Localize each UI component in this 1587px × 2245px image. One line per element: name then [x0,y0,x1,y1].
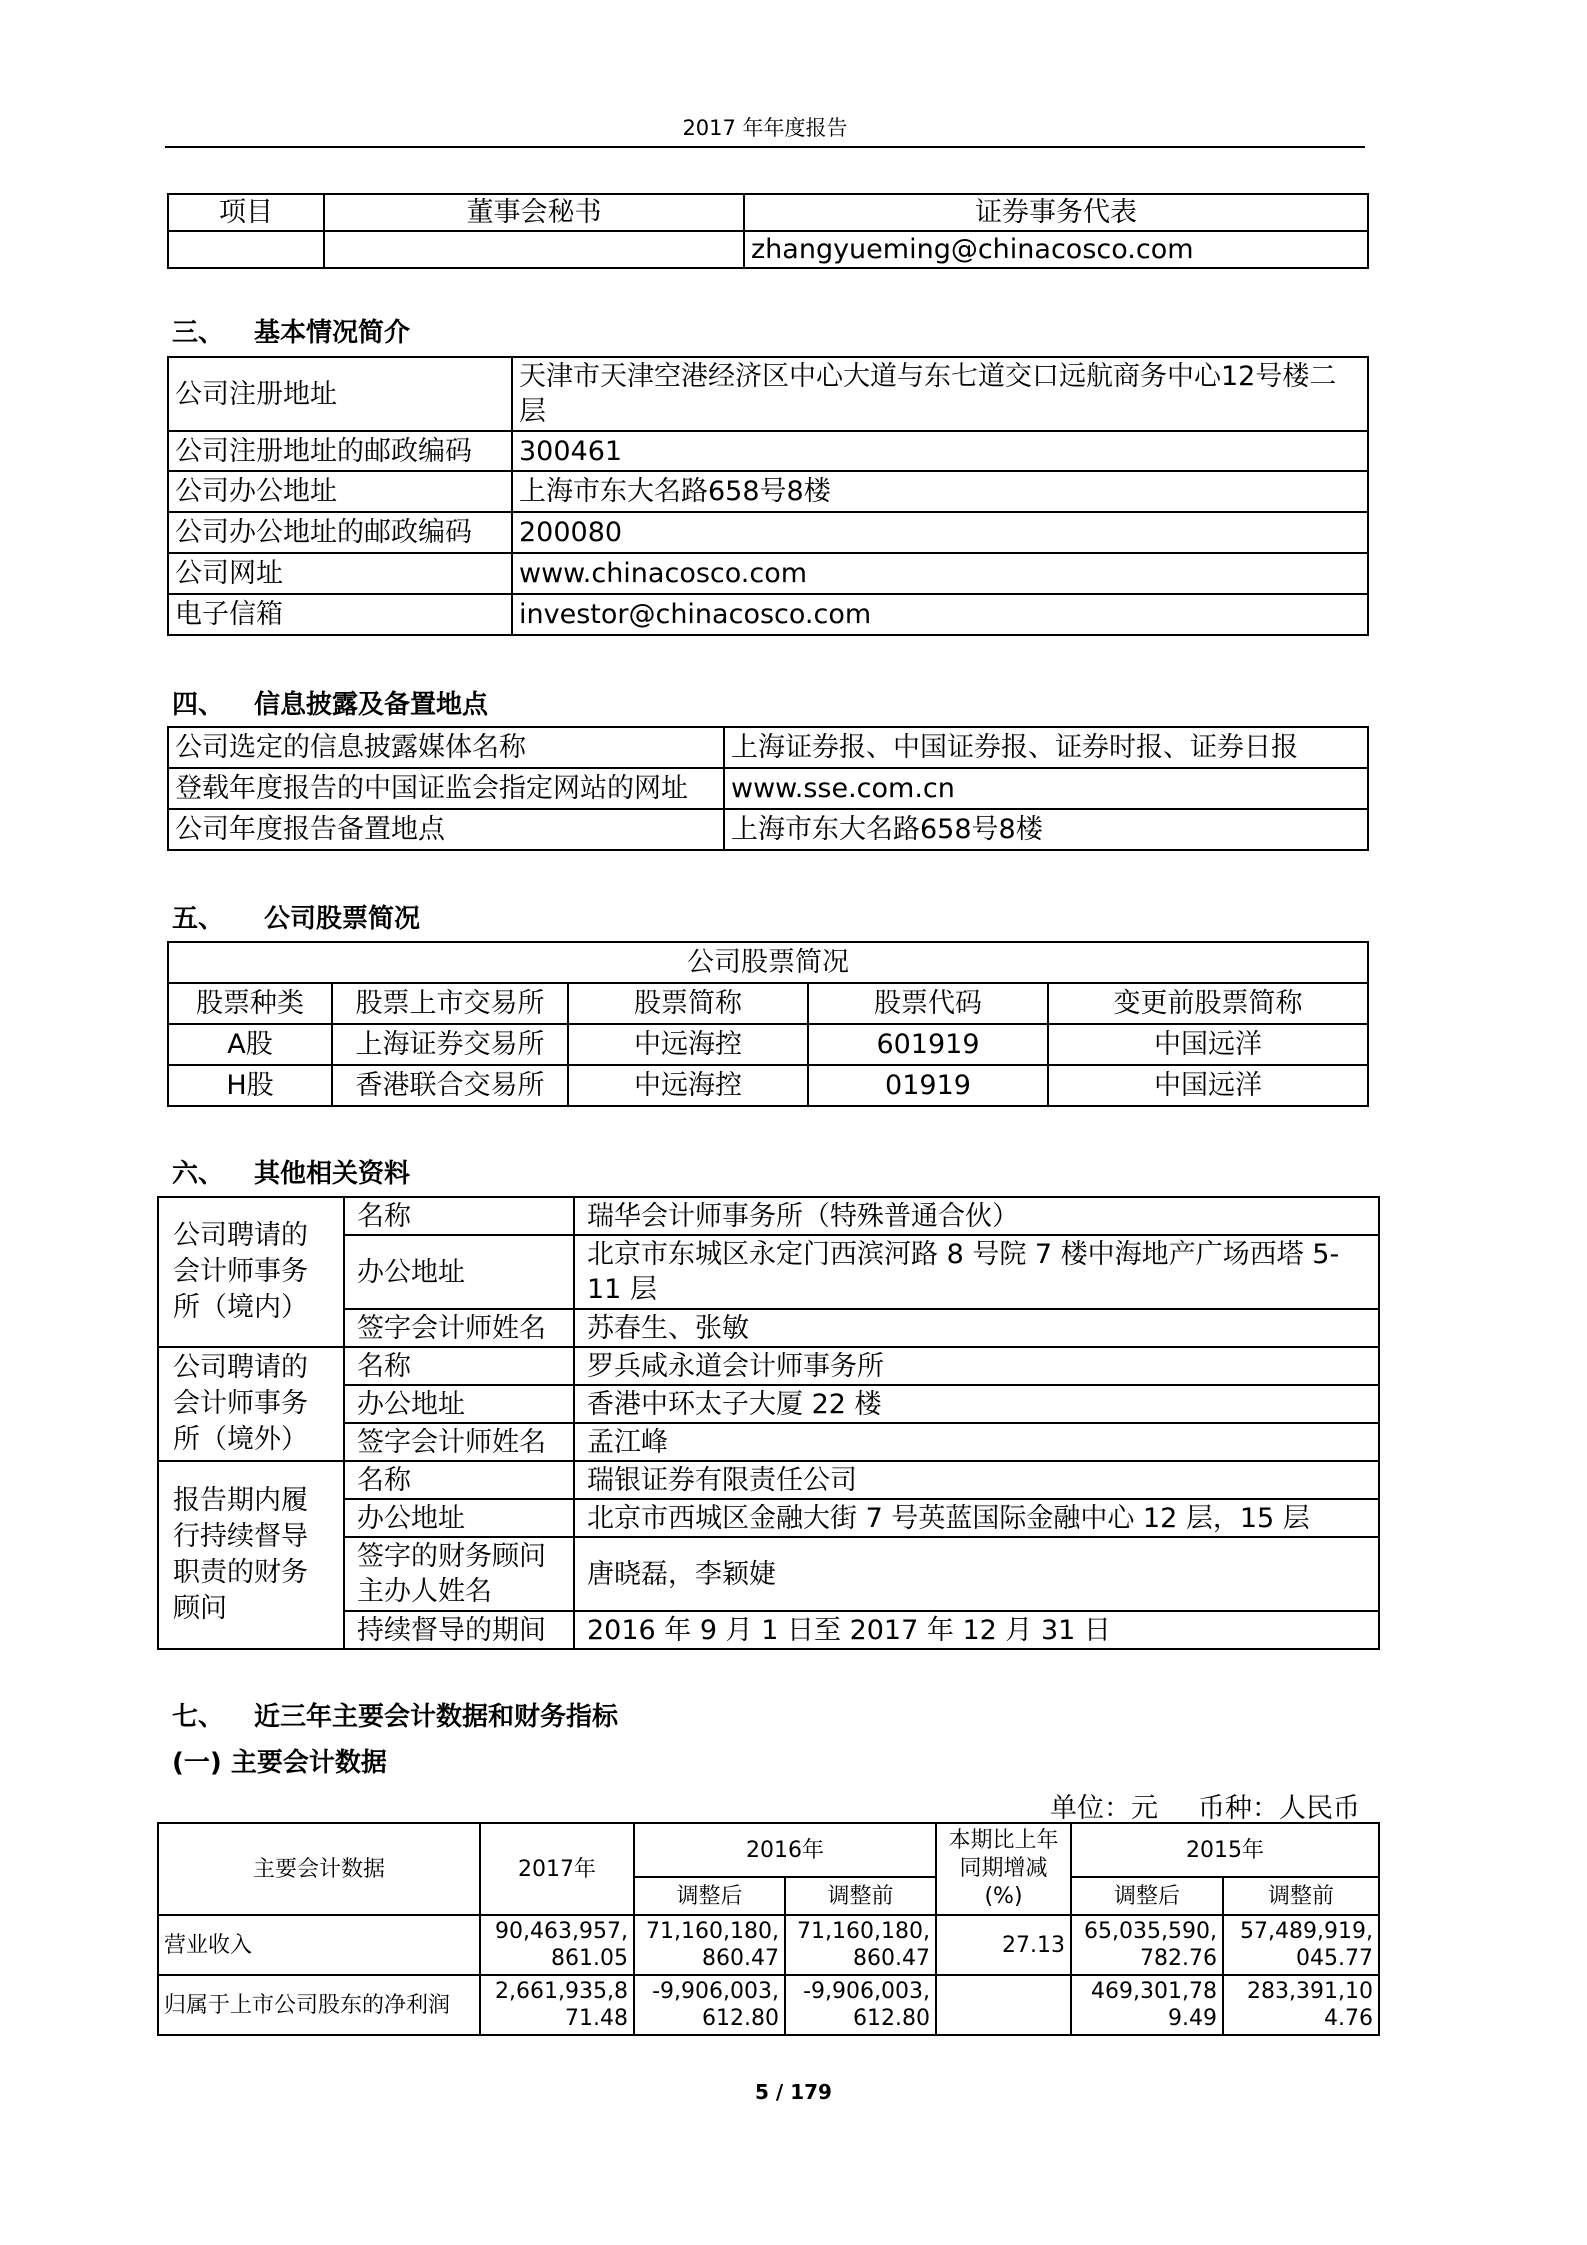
header-cell: 2017年 [480,1823,634,1915]
table-row [168,231,1368,268]
row-value: 天津市天津空港经济区中心大道与东七道交口远航商务中心12号楼二层 [512,357,1368,431]
cell: A股 [168,1024,332,1065]
row-value: 瑞华会计师事务所（特殊普通合伙） [574,1197,1379,1235]
header-cell: 项目 [168,194,324,231]
row-key: 签字会计师姓名 [344,1423,574,1461]
cell: 01919 [808,1065,1048,1106]
row-label: 公司注册地址 [168,357,512,431]
header-cell: 股票上市交易所 [332,983,568,1024]
accounting-data-table [157,1822,1380,2036]
header-cell: 2015年 [1071,1823,1379,1877]
row-key: 名称 [344,1197,574,1235]
row-label: 公司办公地址 [168,471,512,512]
header-cell: 股票代码 [808,983,1048,1024]
table-row [158,1347,1379,1385]
row-label: 公司年度报告备置地点 [168,809,724,850]
group-label: 报告期内履行持续督导职责的财务顾问 [158,1461,344,1649]
header-rule [165,146,1365,148]
row-value: www.chinacosco.com [512,553,1368,594]
header-cell: 股票简称 [568,983,808,1024]
header-cell: 股票种类 [168,983,332,1024]
value-cell: 469,301,789.49 [1071,1975,1223,2035]
page-number: 5 / 179 [755,2080,832,2104]
table-row [168,512,1368,553]
contact-table [167,193,1369,269]
value-cell: 27.13 [936,1915,1071,1975]
unit-label: 单位：元 [1050,1793,1158,1824]
table-row [168,357,1368,431]
basic-info-table [167,356,1369,636]
row-value: 上海市东大名路658号8楼 [512,471,1368,512]
row-value: 罗兵咸永道会计师事务所 [574,1347,1379,1385]
row-key: 名称 [344,1461,574,1499]
value-cell: 283,391,104.76 [1223,1975,1379,2035]
value-cell: 90,463,957,861.05 [480,1915,634,1975]
table-row [168,194,1368,231]
row-value: 香港中环太子大厦 22 楼 [574,1385,1379,1423]
table-row [158,1823,1379,1877]
row-label: 营业收入 [158,1915,480,1975]
row-value: 上海市东大名路658号8楼 [724,809,1368,850]
header-cell: 证券事务代表 [744,194,1368,231]
section-6-title: 六、 其他相关资料 [172,1159,411,1189]
rep-email-cell: zhangyueming@chinacosco.com [744,231,1368,268]
table-row [158,1461,1379,1499]
table-row [168,942,1368,983]
unit-line [1050,1786,1360,1825]
table-row [168,809,1368,850]
row-value: 孟江峰 [574,1423,1379,1461]
table-row [168,471,1368,512]
cell: 601919 [808,1024,1048,1065]
table-row [158,1197,1379,1235]
row-value: 200080 [512,512,1368,553]
row-key: 办公地址 [344,1385,574,1423]
table-row [168,594,1368,635]
disclosure-table [167,726,1369,851]
value-cell: -9,906,003,612.80 [634,1975,785,2035]
row-key: 签字会计师姓名 [344,1309,574,1347]
table-row [158,1975,1379,2035]
row-key: 持续督导的期间 [344,1611,574,1649]
cell: 中远海控 [568,1065,808,1106]
row-value: 北京市西城区金融大街 7 号英蓝国际金融中心 12 层，15 层 [574,1499,1379,1537]
value-cell: -9,906,003,612.80 [785,1975,936,2035]
table-row [168,1065,1368,1106]
row-label: 归属于上市公司股东的净利润 [158,1975,480,2035]
table-row [168,1024,1368,1065]
table-row [168,727,1368,768]
table-row [168,768,1368,809]
section-5-title: 五、 公司股票简况 [172,904,421,934]
row-value: 300461 [512,431,1368,471]
table-row [168,983,1368,1024]
row-value: investor@chinacosco.com [512,594,1368,635]
currency-label: 币种：人民币 [1198,1793,1360,1824]
cell: 中国远洋 [1048,1065,1368,1106]
empty-cell [324,231,744,268]
table-row [158,1915,1379,1975]
header-cell: 变更前股票简称 [1048,983,1368,1024]
value-cell: 71,160,180,860.47 [634,1915,785,1975]
section-3-title: 三、 基本情况简介 [172,318,411,348]
row-key: 办公地址 [344,1499,574,1537]
row-label: 公司选定的信息披露媒体名称 [168,727,724,768]
header-cell: 调整前 [1223,1877,1379,1915]
row-key: 名称 [344,1347,574,1385]
header-cell: 主要会计数据 [158,1823,480,1915]
section-7-subtitle: (一) 主要会计数据 [172,1748,387,1778]
value-cell: 65,035,590,782.76 [1071,1915,1223,1975]
row-value: 上海证券报、中国证券报、证券时报、证券日报 [724,727,1368,768]
row-value: 2016 年 9 月 1 日至 2017 年 12 月 31 日 [574,1611,1379,1649]
header-cell: 调整后 [634,1877,785,1915]
row-label: 公司网址 [168,553,512,594]
section-4-title: 四、 信息披露及备置地点 [172,690,489,720]
cell: H股 [168,1065,332,1106]
header-cell: 调整后 [1071,1877,1223,1915]
cell: 中远海控 [568,1024,808,1065]
row-label: 公司注册地址的邮政编码 [168,431,512,471]
cell: 中国远洋 [1048,1024,1368,1065]
group-label: 公司聘请的会计师事务所（境内） [158,1197,344,1347]
value-cell: 57,489,919,045.77 [1223,1915,1379,1975]
row-value: 北京市东城区永定门西滨河路 8 号院 7 楼中海地产广场西塔 5-11 层 [574,1235,1379,1309]
row-label: 登载年度报告的中国证监会指定网站的网址 [168,768,724,809]
header-cell: 本期比上年同期增减(%) [936,1823,1071,1915]
row-key: 办公地址 [344,1235,574,1309]
row-key: 签字的财务顾问主办人姓名 [344,1537,574,1611]
row-value: 唐晓磊，李颖婕 [574,1537,1379,1611]
cell: 上海证券交易所 [332,1024,568,1065]
header-cell: 董事会秘书 [324,194,744,231]
row-value: www.sse.com.cn [724,768,1368,809]
table-title: 公司股票简况 [168,942,1368,983]
row-value: 苏春生、张敏 [574,1309,1379,1347]
stock-table [167,941,1369,1107]
row-value: 瑞银证券有限责任公司 [574,1461,1379,1499]
section-7-title: 七、 近三年主要会计数据和财务指标 [172,1702,619,1732]
table-row [168,553,1368,594]
cell: 香港联合交易所 [332,1065,568,1106]
group-label: 公司聘请的会计师事务所（境外） [158,1347,344,1461]
other-info-table [157,1196,1380,1650]
page-header: 2017 年年度报告 [682,116,848,140]
value-cell: 71,160,180,860.47 [785,1915,936,1975]
row-label: 电子信箱 [168,594,512,635]
header-cell: 2016年 [634,1823,936,1877]
row-label: 公司办公地址的邮政编码 [168,512,512,553]
empty-cell [168,231,324,268]
header-cell: 调整前 [785,1877,936,1915]
value-cell [936,1975,1071,2035]
table-row [168,431,1368,471]
value-cell: 2,661,935,871.48 [480,1975,634,2035]
